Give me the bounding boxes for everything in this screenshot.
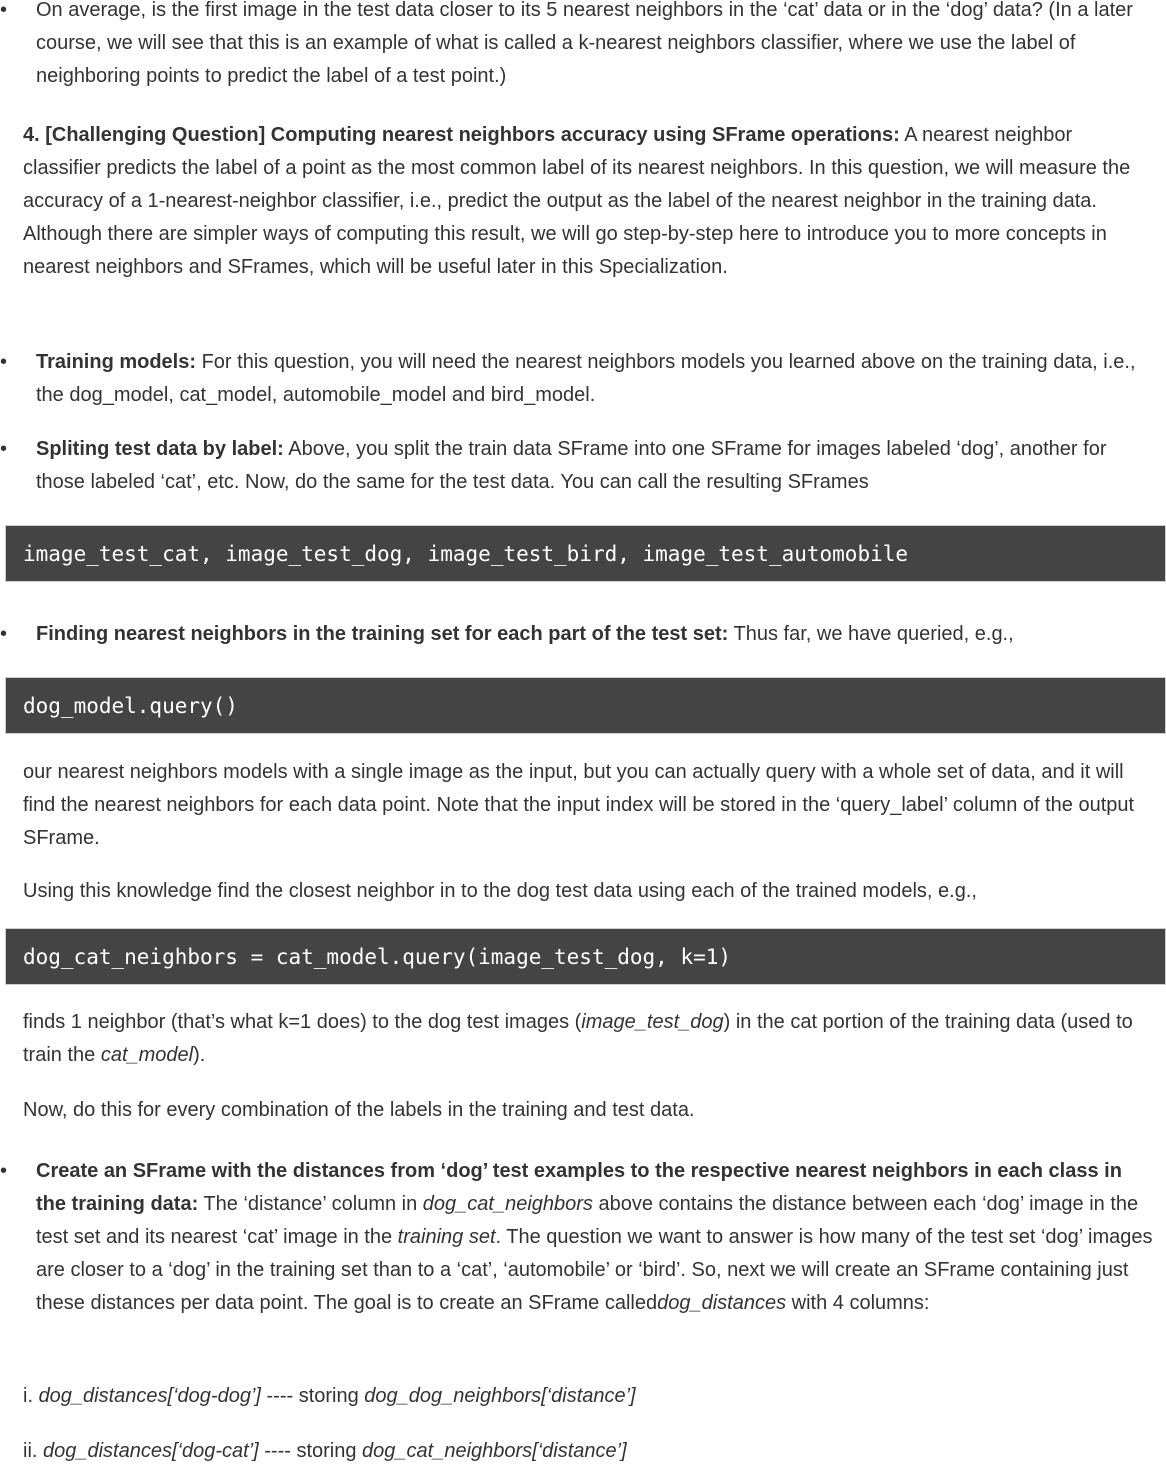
bullet-marker: • [0,0,8,21]
bullet-heading: Finding nearest neighbors in the training set for each part of the test set: [36,623,729,645]
code-block-dog-cat-neighbors: dog_cat_neighbors = cat_model.query(image_test_dog, k=1) [5,928,1166,985]
bullet-heading: Create an SFrame with the distances from ‘dog’ test examples to the respective nearest neighbors in each class in the training data: [36,1160,1122,1215]
question-4-paragraph [23,119,1153,284]
bullet-text: Finding nearest neighbors in the training set for each part of the test set: Thus far, we have queried, e.g., [36,623,1014,645]
bullet-heading: Training models: [36,351,197,373]
paragraph-finds-neighbor: finds 1 neighbor (that’s what k=1 does) to the dog test images (image_test_dog) in the cat portion of the training data (used to train the cat_model). [23,1011,1133,1066]
question-4-text: A nearest neighbor classifier predicts the label of a point as the most common label of its nearest neighbors. In this question, we will measure the accuracy of a 1-nearest-neighbor classifier, i.e., predict the output as the label of the nearest neighbor in the training data. Although there are simpler ways of computing this result, we will go step-by-step here to introduce you to more concepts in nearest neighbors and SFrames, which will be useful later in this Specialization. [23,124,1131,278]
list-item-dog-dog: i. dog_distances[‘dog-dog’] ---- storing dog_dog_neighbors[‘distance’] [23,1385,636,1407]
bullet-text: Spliting test data by label: Above, you split the train data SFrame into one SFrame for images labeled ‘dog’, another for those labeled ‘cat’, etc. Now, do the same for the test data. You can call the resulting SFrames [36,438,1107,493]
bullet-marker: • [0,351,8,373]
paragraph-using-knowledge: Using this knowledge find the closest neighbor in to the dog test data using each of the trained models, e.g., [23,880,977,902]
bullet-text: Create an SFrame with the distances from ‘dog’ test examples to the respective nearest neighbors in each class in the training data: The ‘distance’ column in dog_cat_neighbors above contains the distance between each ‘dog’ image in the test set and its nearest ‘cat’ image in the training set. The question we want to answer is how many of the test set ‘dog’ images are closer to a ‘dog’ in the training set than to a ‘cat’, ‘automobile’ or ‘bird’. So, next we will create an SFrame containing just these distances per data point. The goal is to create an SFrame calleddog_distances with 4 columns: [36,1160,1153,1314]
code-block-dog-model-query: dog_model.query() [5,677,1166,734]
bullet-text: Training models: For this question, you will need the nearest neighbors models you learned above on the training data, i.e., the dog_model, cat_model, automobile_model and bird_model. [36,351,1136,406]
question-4-heading: 4. [Challenging Question] Computing nearest neighbors accuracy using SFrame operations: [23,124,900,146]
paragraph-query-explanation: our nearest neighbors models with a single image as the input, but you can actually query with a whole set of data, and it will find the nearest neighbors for each data point. Note that the input index will be stored in the ‘query_label’ column of the output SFrame. [23,761,1135,849]
bullet-heading: Spliting test data by label: [36,438,284,460]
bullet-marker: • [0,438,8,460]
code-block-test-sframes: image_test_cat, image_test_dog, image_test_bird, image_test_automobile [5,525,1166,582]
bullet-text: On average, is the first image in the test data closer to its 5 nearest neighbors in the ‘cat’ data or in the ‘dog’ data? (In a later course, we will see that this is an example of what is called a k-nearest neighbors classifier, where we use the label of neighboring points to predict the label of a test point.) [36,0,1133,87]
paragraph-every-combination: Now, do this for every combination of the labels in the training and test data. [23,1099,695,1121]
bullet-marker: • [0,1160,8,1182]
list-item-dog-cat: ii. dog_distances[‘dog-cat’] ---- storing dog_cat_neighbors[‘distance’] [23,1440,627,1462]
bullet-marker: • [0,623,8,645]
